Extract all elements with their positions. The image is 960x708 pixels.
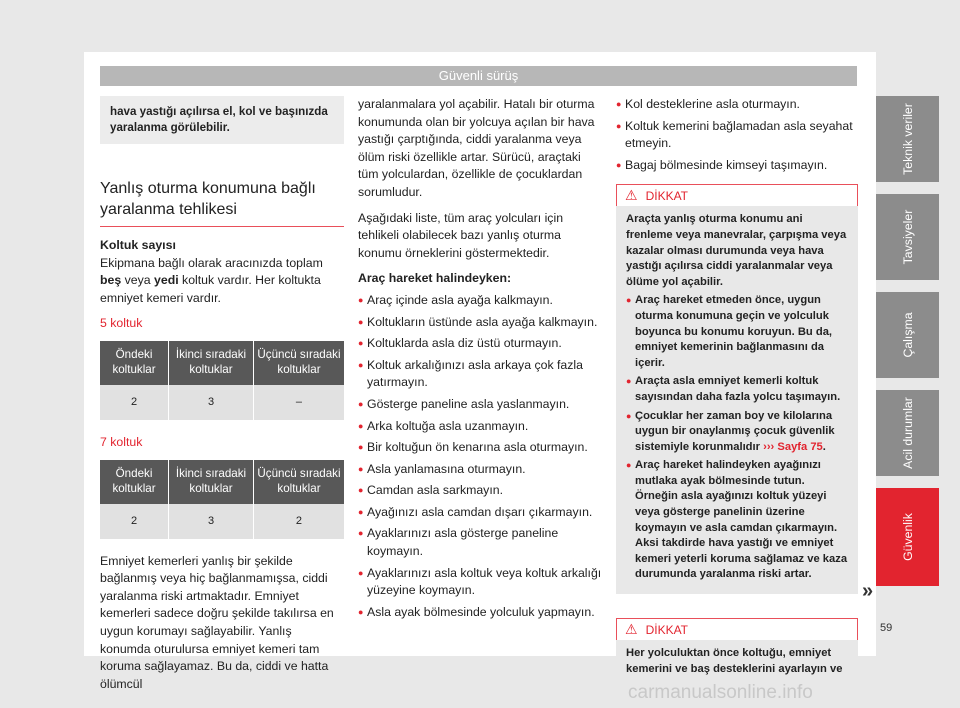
warning-label: DİKKAT	[645, 623, 689, 638]
list-item: ● Koltuk arkalığınızı asla arkaya çok fazla yatırmayın.	[358, 357, 602, 392]
page-reference-link[interactable]: ››› Sayfa 75	[763, 440, 823, 453]
list-heading: Araç hareket halindeyken:	[358, 271, 512, 286]
warning-body: Her yolculuktan önce koltuğu, emniyet kemerini ve baş desteklerini ayarlayın ve	[626, 647, 843, 675]
closing-paragraph: Emniyet kemerleri yanlış bir şekilde bağlanmış veya hiç bağlanmamışsa, ciddi yaralanma riski artmaktadır. Emniyet kemerleri sadece doğru şekilde takılırsa en uygun korumayı sağlayabilir. Yanlış konumda oturulursa emniyet kemeri tam koruma sağlayamaz. Bu da, ciddi ve hatta ölümcül	[100, 553, 334, 691]
column-1	[100, 96, 344, 701]
list-item: ● Koltukların üstünde asla ayağa kalkmayın.	[358, 314, 602, 332]
column-3	[616, 96, 858, 685]
warning-triangle-icon: ⚠	[625, 187, 638, 204]
warning-box-1	[616, 184, 858, 594]
tab-tavsiyeler[interactable]	[876, 194, 939, 280]
text-span: Çocuklar her zaman boy ve kilolarına uygun bir onaylanmış çocuk güvenlik sistemiyle korunmalıdır	[635, 409, 835, 453]
warning-triangle-icon: ⚠	[625, 621, 638, 638]
tab-guvenlik[interactable]	[876, 488, 939, 586]
table-row	[100, 385, 344, 420]
warning-list	[626, 293, 848, 583]
warning-body	[616, 206, 858, 594]
text-span: veya	[121, 273, 155, 288]
tab-label: Acil durumlar	[900, 397, 915, 469]
list-item: ● Araçta asla emniyet kemerli koltuk sayısından daha fazla yolcu taşımayın.	[626, 374, 848, 405]
seat-table-5	[100, 341, 344, 420]
list-item: ● Araç içinde asla ayağa kalkmayın.	[358, 292, 602, 310]
table-cell: 3	[168, 504, 253, 539]
table5-label: 5 koltuk	[100, 316, 143, 331]
tab-label: Güvenlik	[900, 513, 915, 561]
section-title: Yanlış oturma konumuna bağlı yaralanma tehlikesi	[100, 178, 344, 227]
list-item: ● Araç hareket etmeden önce, uygun oturma konumuna geçin ve yolculuk boyunca bu konumu koruyun. Bu da, emniyet kemerinin bağlanmasını da içerir.	[626, 293, 848, 371]
table-cell: –	[253, 385, 344, 420]
table-row	[100, 504, 344, 539]
table-header: Üçüncü sıradaki koltuklar	[253, 460, 344, 504]
table-cell: 2	[253, 504, 344, 539]
continue-arrow-icon: »	[862, 580, 874, 602]
tab-label: Tavsiyeler	[900, 209, 915, 265]
list-item: ● Araç hareket halindeyken ayağınızı mutlaka ayak bölmesinde tutun. Örneğin asla ayağınızı koltuk yüzeyi veya gösterge panelinin üzerine koymayın ve asla camdan çıkarmayın. Aksi takdirde hava yastığı ve emniyet kemeri yeterli koruma sağlamaz ve kaza durumunda yaralanma riski artar.	[626, 458, 848, 583]
list-item: ● Ayaklarınızı asla koltuk veya koltuk arkalığı yüzeyine koymayın.	[358, 565, 602, 600]
warning-continuation: hava yastığı açılırsa el, kol ve başınızda yaralanma görülebilir.	[100, 96, 344, 144]
table-header: Öndeki koltuklar	[100, 460, 168, 504]
table-header: İkinci sıradaki koltuklar	[168, 341, 253, 385]
warning-header	[616, 184, 858, 206]
list-item: ● Bagaj bölmesinde kimseyi taşımayın.	[616, 157, 858, 175]
paragraph: Aşağıdaki liste, tüm araç yolcuları için tehlikeli olabilecek bazı yanlış oturma konumu örneklerini göstermektedir.	[358, 210, 564, 260]
column-2	[358, 96, 602, 625]
table-header: Öndeki koltuklar	[100, 341, 168, 385]
bullet-list	[616, 96, 858, 174]
tab-label: Teknik veriler	[900, 103, 915, 175]
table-cell: 2	[100, 504, 168, 539]
watermark: carmanualsonline.info	[628, 682, 813, 703]
warning-header	[616, 618, 858, 640]
text-span: koltuk vardır. Her koltukta emniyet kemeri vardır.	[100, 273, 321, 305]
list-item: ● Bir koltuğun ön kenarına asla oturmayın.	[358, 439, 602, 457]
list-item: ● Asla yanlamasına oturmayın.	[358, 461, 602, 479]
warning-box-2	[616, 618, 858, 685]
bullet-list	[358, 292, 602, 622]
list-item: ● Camdan asla sarkmayın.	[358, 482, 602, 500]
list-item: ● Koltuk kemerini bağlamadan asla seyahat etmeyin.	[616, 118, 858, 153]
list-item: ● Kol desteklerine asla oturmayın.	[616, 96, 858, 114]
seat-table-7	[100, 460, 344, 539]
warning-label: DİKKAT	[645, 189, 689, 204]
tab-label: Çalışma	[900, 312, 915, 358]
warning-intro: Araçta yanlış oturma konumu ani frenleme veya manevralar, çarpışma veya kazalar olması durumunda veya hava yastığı açılırsa ciddi yaralanmalar veya ölüme yol açabilir.	[626, 213, 847, 288]
text-span: Ekipmana bağlı olarak aracınızda toplam	[100, 255, 323, 270]
tab-teknik-veriler[interactable]	[876, 96, 939, 182]
bold-five: beş	[100, 273, 122, 288]
table-header: İkinci sıradaki koltuklar	[168, 460, 253, 504]
page-header: Güvenli sürüş	[100, 66, 857, 86]
list-item: ● Asla ayak bölmesinde yolculuk yapmayın.	[358, 604, 602, 622]
page-number: 59	[880, 622, 893, 634]
table-cell: 2	[100, 385, 168, 420]
table-cell: 3	[168, 385, 253, 420]
list-item: ● Ayaklarınızı asla gösterge paneline koymayın.	[358, 525, 602, 560]
list-item: ● Arka koltuğa asla uzanmayın.	[358, 418, 602, 436]
table7-label: 7 koltuk	[100, 434, 143, 449]
paragraph: yaralanmalara yol açabilir. Hatalı bir oturma konumunda olan bir yolcuya açılan bir hava yastığı çarptığında, ciddi yaralanma veya ölüm riski özellikle artar. Sürücü, araçtaki tüm yolculardan, özellikle de çocuklardan sorumludur.	[358, 97, 595, 199]
table-header: Üçüncü sıradaki koltuklar	[253, 341, 344, 385]
seat-count-heading: Koltuk sayısı	[100, 238, 176, 252]
list-item: ● Koltuklarda asla diz üstü oturmayın.	[358, 335, 602, 353]
tab-acil-durumlar[interactable]	[876, 390, 939, 476]
list-item: ● Ayağınızı asla camdan dışarı çıkarmayın.	[358, 504, 602, 522]
tab-calisma[interactable]	[876, 292, 939, 378]
list-item: ● Çocuklar her zaman boy ve kilolarına uygun bir onaylanmış çocuk güvenlik sistemiyle korunmalıdır ››› Sayfa 75.	[626, 409, 848, 456]
list-item: ● Gösterge paneline asla yaslanmayın.	[358, 396, 602, 414]
seat-count-paragraph	[100, 255, 344, 308]
bold-seven: yedi	[154, 273, 179, 288]
